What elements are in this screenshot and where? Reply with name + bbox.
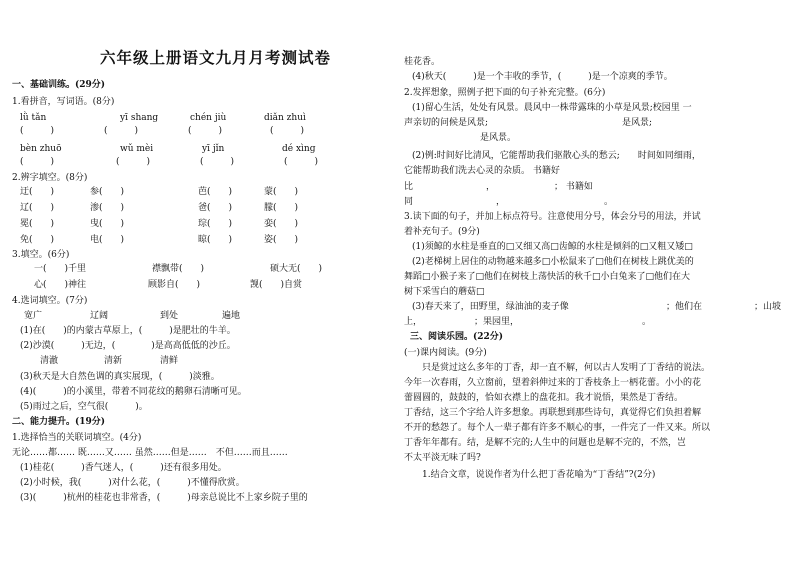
answer-blank[interactable]: ( ) (270, 126, 305, 136)
q23-item-3: ；他们在 (666, 302, 703, 312)
q4-item-3: (3)秋天是大自然色调的真实展现，( )淡雅。 (20, 372, 220, 382)
char-item: 迂( ) (20, 187, 55, 197)
pinyin-8: dé xìng (282, 144, 316, 154)
fill-item: 一( )千里 (34, 264, 87, 274)
page-title: 六年级上册语文九月月考测试卷 (100, 48, 332, 67)
reading-part-1-heading: (一)课内阅读。(9分) (404, 348, 487, 358)
char-item: 电( ) (90, 235, 125, 245)
q23-prompt-cont: 着补充句子。(9分) (404, 227, 480, 237)
char-item: 芭( ) (198, 187, 233, 197)
q22-item-2-cont: 比 (404, 182, 414, 192)
fill-item: 硕大无( ) (270, 264, 323, 274)
word-option: 到处 (160, 311, 179, 321)
char-item: 晾( ) (198, 235, 233, 245)
q22-item-2-cont: 。 (604, 197, 614, 207)
char-item: 渗( ) (90, 203, 125, 213)
q23-item-3-cont: ；果园里， (474, 317, 520, 327)
q2-prompt: 2.辨字填空。(8分) (12, 173, 88, 183)
pinyin-6: wǔ mèi (120, 144, 154, 154)
pinyin-2: yī shang (120, 113, 159, 123)
word-option: 清澈 (40, 356, 59, 366)
q22-item-2-cont: ， (486, 182, 496, 192)
char-item: 参( ) (90, 187, 125, 197)
q23-item-2: (2)老梯树上居住的动物越来越多□小松鼠来了□他们在树枝上跳优美的 (412, 257, 694, 267)
passage-line: 丁香年年都有。结，是解不完的;人生中的问题也是解不完的，不然，岂 (404, 438, 687, 448)
q22-item-2-cont: 它能帮助我们洗去心灵的杂质。 书籍好 (404, 166, 560, 176)
q4-item-4: (4)( )的小溪里，带着不同花纹的鹅卵石清晰可见。 (20, 387, 247, 397)
char-item: 娈( ) (264, 219, 299, 229)
q21-item-4: (4)秋天( )是一个丰收的季节，( )是一个凉爽的季节。 (412, 72, 673, 82)
pinyin-5: bèn zhuō (20, 144, 62, 154)
section-2-heading: 二、能力提升。(19分) (12, 417, 106, 427)
q22-item-1-cont: 是风景; (622, 118, 653, 128)
answer-blank[interactable]: ( ) (20, 157, 55, 167)
char-item: 姿( ) (264, 235, 299, 245)
passage-line: 今年一次春雨，久立窗前，望着斜伸过来的丁香枝条上一柄花蕾。小小的花 (404, 378, 702, 388)
q22-item-1-cont: 声亲切的问候是风景; (404, 118, 489, 128)
fill-item: 觊( )自赏 (250, 280, 303, 290)
q22-item-1: (1)留心生活，处处有风景。晨风中一株带露珠的小草是风景;校园里 一 (412, 103, 692, 113)
q23-item-3-cont: 。 (642, 317, 652, 327)
section-3-heading: 三、阅读乐园。(22分) (410, 332, 504, 342)
char-item: 曳( ) (90, 219, 125, 229)
q23-item-1: (1)须鲸的水柱是垂直的□又细又高□齿鲸的水柱是倾斜的□又粗又矮□ (412, 242, 693, 252)
q23-prompt: 3.读下面的句子，并加上标点符号。注意使用分号，体会分号的用法，并试 (404, 212, 701, 222)
q1-prompt: 1.看拼音，写词语。(8分) (12, 97, 115, 107)
q4-prompt: 4.选词填空。(7分) (12, 296, 88, 306)
q22-item-2-cont: ， (496, 197, 506, 207)
word-option: 遍地 (222, 311, 241, 321)
passage-line: 蕾圆圆的，鼓鼓的，恰如衣襟上的盘花扣。我才说悟，果然是丁香结。 (404, 393, 684, 403)
q4-item-1: (1)在( )的内蒙古草原上，( )是肥壮的牛羊。 (20, 326, 236, 336)
q22-item-2-cont: 同 (404, 197, 414, 207)
passage-line: 只是赏过这么多年的丁香，却一直不解，何以古人发明了丁香结的说法。 (422, 363, 711, 373)
answer-blank[interactable]: ( ) (188, 126, 223, 136)
answer-blank[interactable]: ( ) (116, 157, 151, 167)
q4-item-2: (2)沙漠( )无边，( )是高高低低的沙丘。 (20, 341, 236, 351)
q22-item-2-cont: ； 书籍如 (554, 182, 593, 192)
char-item: 免( ) (20, 235, 55, 245)
q23-item-3: (3)春天来了，田野里，绿油油的麦子像 (412, 302, 569, 312)
q23-item-2-cont: 树下采雪白的蘑菇□ (404, 287, 485, 297)
conjunction-options: 无论……都…… 既……又…… 虽然……但是…… 不但……而且…… (12, 448, 288, 458)
q4-item-5: (5)雨过之后，空气很( )。 (20, 402, 148, 412)
q22-item-1-cont: 是风景。 (480, 133, 517, 143)
char-item: 辽( ) (20, 203, 55, 213)
q21-item-2: (2)小时候，我( )对什么花，( )不懂得欣赏。 (20, 478, 245, 488)
char-item: 琮( ) (198, 219, 233, 229)
q3-prompt: 3.填空。(6分) (12, 250, 70, 260)
passage-line: 不太平淡无味了吗? (404, 453, 481, 463)
passage-line: 丁香结，这三个字给人许多想象。再联想到那些诗句，真觉得它们负担着解 (404, 408, 702, 418)
q23-item-3: ；山坡 (754, 302, 782, 312)
fill-item: 心( )神往 (34, 280, 87, 290)
continued-line: 桂花香。 (404, 57, 441, 67)
q23-item-3-cont: 上， (404, 317, 423, 327)
pinyin-4: diǎn zhuì (264, 113, 306, 123)
word-option: 宽广 (24, 311, 43, 321)
q21-item-1: (1)桂花( )香气迷人，( )还有很多用处。 (20, 463, 227, 473)
q21-item-3: (3)( )杭州的桂花也非常香，( )母亲总说比不上家乡院子里的 (20, 493, 308, 503)
pinyin-3: chén jiù (190, 113, 227, 123)
section-1-heading: 一、基础训练。(29分) (12, 80, 106, 90)
answer-blank[interactable]: ( ) (200, 157, 235, 167)
char-item: 冕( ) (20, 219, 55, 229)
answer-blank[interactable]: ( ) (104, 126, 139, 136)
word-option: 辽阔 (90, 311, 109, 321)
word-option: 清新 (104, 356, 123, 366)
pinyin-1: lǜ tǎn (20, 113, 47, 123)
char-item: 爸( ) (198, 203, 233, 213)
char-item: 朦( ) (264, 203, 299, 213)
q22-item-2: (2)例:时间好比清风，它能帮助我们驱散心头的愁云; 时间如同细雨， (412, 151, 701, 161)
fill-item: 顾影自( ) (148, 280, 201, 290)
q23-item-2-cont: 舞蹈□小猴子来了□他们在树枝上荡快活的秋千□小白兔来了□他们在大 (404, 272, 691, 282)
reading-question-1: 1.结合文章，说说作者为什么把丁香花喻为“丁香结”?(2分) (422, 470, 656, 480)
word-option: 清鲜 (160, 356, 179, 366)
char-item: 蒙( ) (264, 187, 299, 197)
q21-prompt: 1.选择恰当的关联词填空。(4分) (12, 433, 142, 443)
answer-blank[interactable]: ( ) (20, 126, 55, 136)
answer-blank[interactable]: ( ) (284, 157, 319, 167)
q22-prompt: 2.发挥想象，照例子把下面的句子补充完整。(6分) (404, 88, 606, 98)
fill-item: 襟飘带( ) (152, 264, 205, 274)
pinyin-7: yī jǐn (202, 144, 225, 154)
passage-line: 不开的愁怨了。每个人一辈子都有许多不顺心的事，一件完了一件又来。所以 (404, 423, 711, 433)
